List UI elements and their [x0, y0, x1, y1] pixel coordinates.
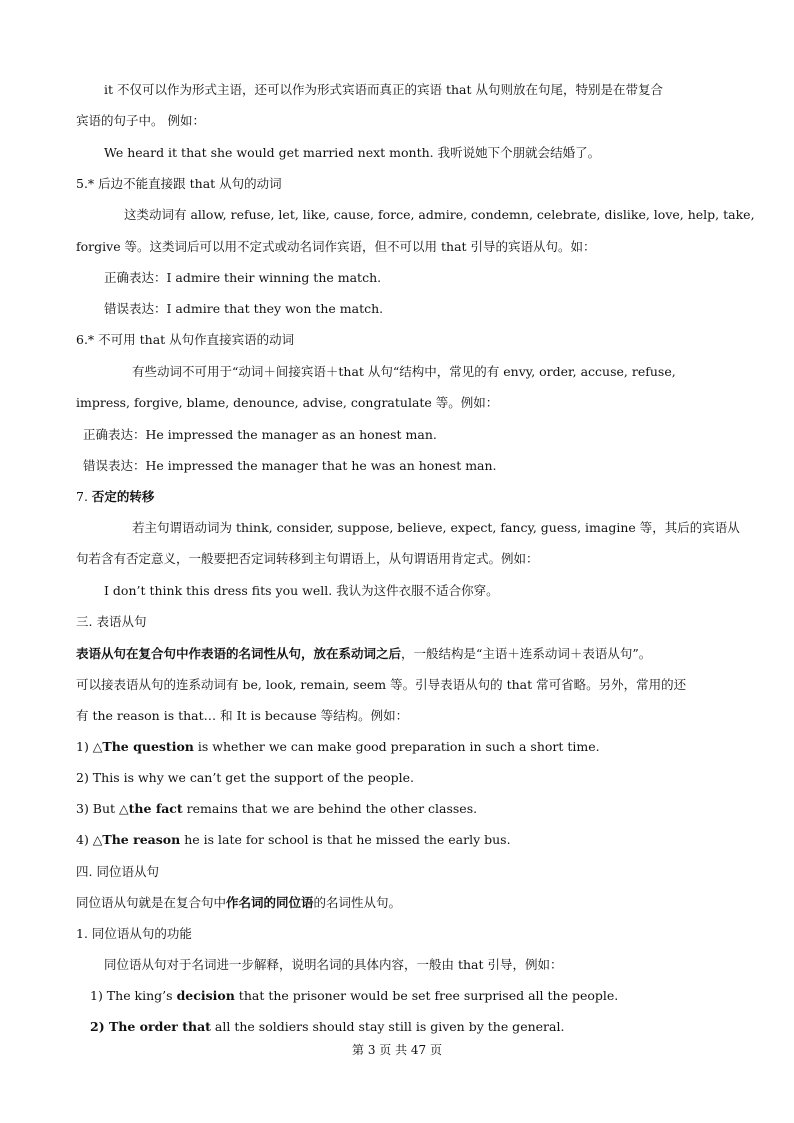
example-line: [76, 801, 477, 817]
section-heading: 5.* 后边不能直接跟 that 从句的动词: [76, 176, 282, 191]
example-prefix: 4) △: [76, 832, 103, 847]
paragraph-line: 有些动词不可用于“动词＋间接宾语＋that 从句“结构中，常见的有 envy, order, accuse, refuse,: [132, 364, 676, 379]
example-line: I don’t think this dress fits you well. 我认为这件衣服不适合你穿。: [104, 583, 499, 598]
example-prefix: 3) But △: [76, 801, 129, 816]
example-rest: all the soldiers should stay still is given by the general.: [210, 1019, 565, 1034]
paragraph-line: 可以接表语从句的连系动词有 be, look, remain, seem 等。引导表语从句的 that 常可省略。另外，常用的还: [76, 677, 687, 692]
page-footer: 第 3 页 共 47 页: [352, 1043, 442, 1057]
paragraph-line: impress, forgive, blame, denounce, advise, congratulate 等。例如：: [76, 395, 499, 410]
example-line: 错误表达：He impressed the manager that he was an honest man.: [83, 458, 497, 473]
paragraph-line: 同位语从句对于名词进一步解释，说明名词的具体内容，一般由 that 引导，例如：: [104, 957, 563, 972]
example-line: [90, 988, 618, 1004]
paragraph-line: 句若含有否定意义，一般要把否定词转移到主句谓语上，从句谓语用肯定式。例如：: [76, 551, 539, 566]
subsection-heading: 1. 同位语从句的功能: [76, 926, 192, 941]
definition-bold: 表语从句在复合句中作表语的名词性从句，放在系动词之后: [76, 646, 402, 661]
example-bold: decision: [176, 988, 235, 1003]
definition-rest: 的名词性从句。: [313, 895, 402, 910]
example-bold: The reason: [102, 832, 181, 847]
example-bold: The question: [102, 739, 194, 754]
section-heading: [76, 489, 154, 505]
example-line: 错误表达：I admire that they won the match.: [104, 301, 384, 316]
definition-line: [76, 895, 401, 911]
example-rest: he is late for school is that he missed the early bus.: [180, 832, 511, 847]
definition-line: [76, 646, 651, 662]
section-heading: 6.* 不可用 that 从句作直接宾语的动词: [76, 332, 295, 347]
example-line: 正确表达：I admire their winning the match.: [104, 270, 382, 285]
definition-pre: 同位语从句就是在复合句中: [76, 895, 227, 910]
example-prefix: 1) △: [76, 739, 103, 754]
example-line: [76, 739, 600, 755]
example-line: [76, 832, 511, 848]
paragraph-line: 宾语的句子中。 例如：: [76, 113, 205, 128]
example-line: 正确表达：He impressed the manager as an honest man.: [83, 427, 437, 442]
paragraph-line: 若主句谓语动词为 think, consider, suppose, believe, expect, fancy, guess, imagine 等，其后的宾语从: [132, 520, 740, 535]
example-bold: 2) The order that: [90, 1019, 211, 1034]
example-prefix: 1) The king’s: [90, 988, 177, 1003]
paragraph-line: 有 the reason is that… 和 It is because 等结构。例如：: [76, 708, 409, 723]
example-bold: the fact: [128, 801, 183, 816]
paragraph-line: forgive 等。这类词后可以用不定式或动名词作宾语，但不可以用 that 引导的宾语从句。如：: [76, 239, 596, 254]
definition-bold: 作名词的同位语: [226, 895, 314, 910]
example-rest: is whether we can make good preparation in such a short time.: [193, 739, 600, 754]
definition-rest: ，一般结构是“主语＋连系动词＋表语从句”。: [401, 646, 652, 661]
paragraph-line: 这类动词有 allow, refuse, let, like, cause, force, admire, condemn, celebrate, dislike, love, help, take,: [124, 207, 755, 222]
section-heading: 三. 表语从句: [76, 614, 147, 629]
example-rest: that the prisoner would be set free surprised all the people.: [234, 988, 619, 1003]
paragraph-line: it 不仅可以作为形式主语，还可以作为形式宾语而真正的宾语 that 从句则放在句尾，特别是在带复合: [104, 82, 663, 97]
example-line: 2) This is why we can’t get the support of the people.: [76, 770, 414, 785]
example-line: We heard it that she would get married next month. 我听说她下个朋就会结婚了。: [104, 145, 601, 160]
example-rest: remains that we are behind the other classes.: [182, 801, 478, 816]
section-title: 否定的转移: [91, 489, 155, 504]
section-number: 7.: [76, 489, 92, 504]
example-line: [90, 1019, 564, 1035]
section-heading: 四. 同位语从句: [76, 864, 159, 879]
